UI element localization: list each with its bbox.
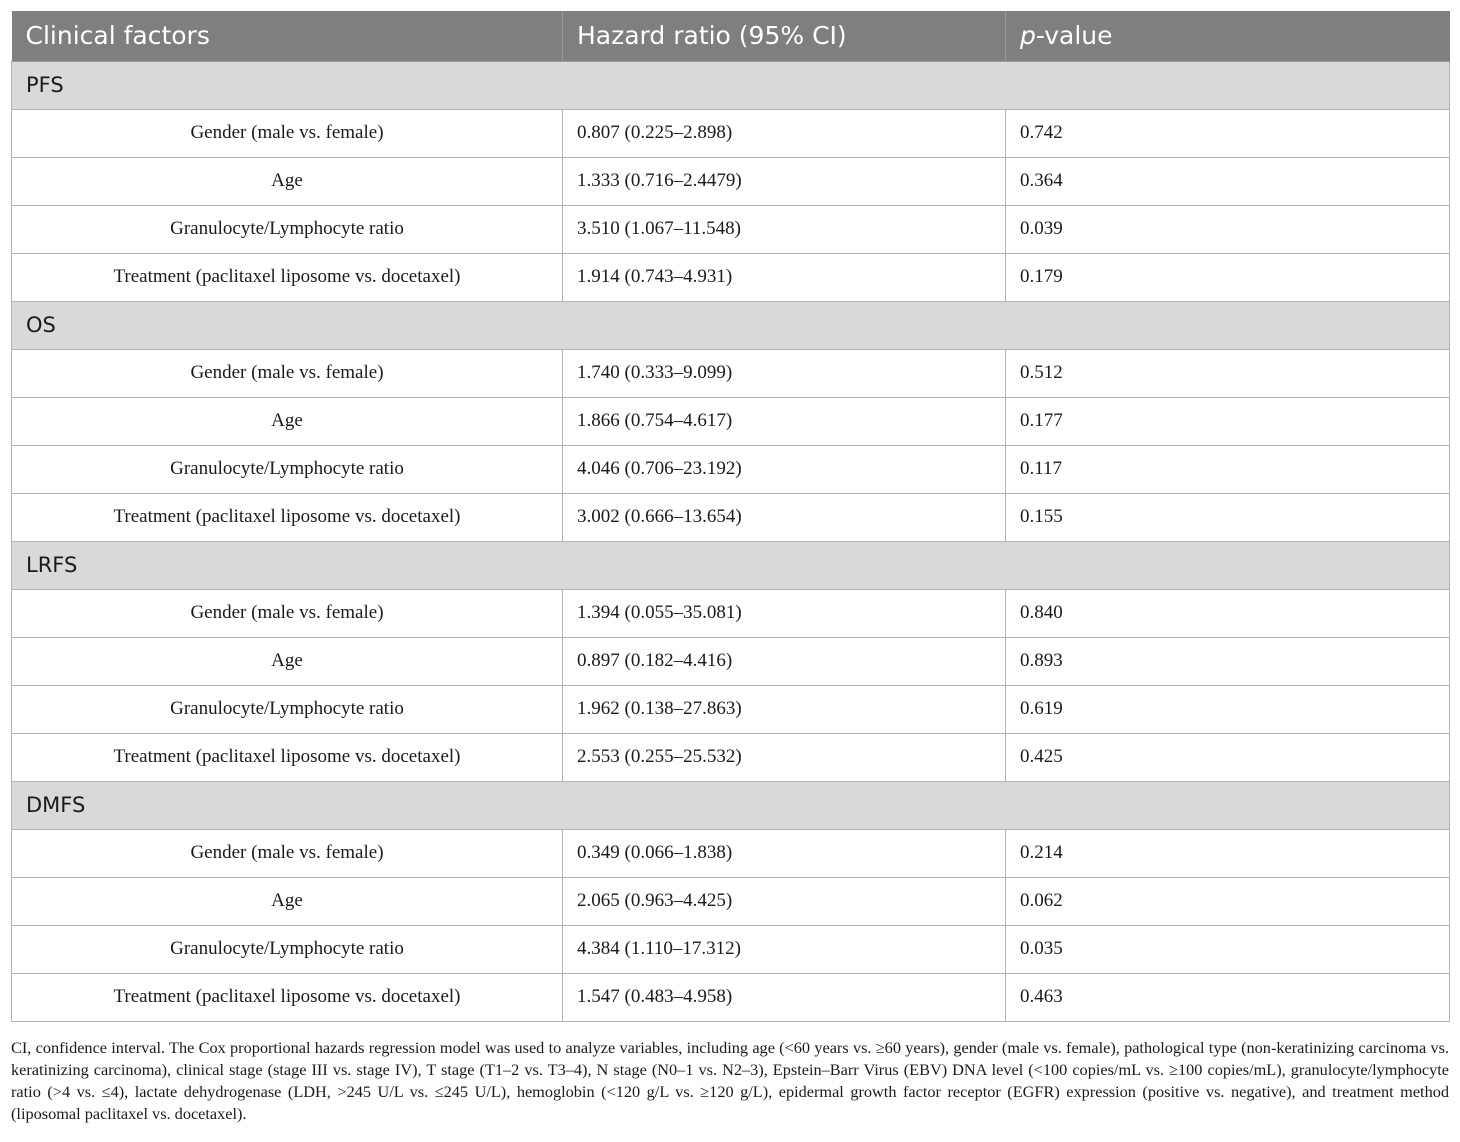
table-row: [12, 493, 1450, 541]
table-row: [12, 685, 1450, 733]
table-header-row: [12, 11, 1450, 61]
table-row: [12, 397, 1450, 445]
p-value-cell: 0.062: [1006, 877, 1450, 925]
p-value-cell: 0.742: [1006, 109, 1450, 157]
hazard-ratio-cell: 1.866 (0.754–4.617): [563, 397, 1006, 445]
p-value-cell: 0.619: [1006, 685, 1450, 733]
factor-cell: Gender (male vs. female): [12, 829, 563, 877]
p-value-cell: 0.039: [1006, 205, 1450, 253]
factor-cell: Treatment (paclitaxel liposome vs. docetaxel): [12, 493, 563, 541]
factor-cell: Treatment (paclitaxel liposome vs. docetaxel): [12, 973, 563, 1021]
p-value-cell: 0.035: [1006, 925, 1450, 973]
table-row: [12, 157, 1450, 205]
factor-cell: Age: [12, 397, 563, 445]
hazard-ratio-cell: 1.547 (0.483–4.958): [563, 973, 1006, 1021]
table-row: [12, 877, 1450, 925]
p-value-cell: 0.364: [1006, 157, 1450, 205]
table-row: [12, 733, 1450, 781]
header-clinical-factors: Clinical factors: [12, 11, 563, 61]
table-row: [12, 973, 1450, 1021]
p-value-cell: 0.893: [1006, 637, 1450, 685]
p-value-cell: 0.425: [1006, 733, 1450, 781]
hazard-ratio-table-container: [11, 11, 1449, 1022]
hazard-ratio-cell: 0.807 (0.225–2.898): [563, 109, 1006, 157]
factor-cell: Gender (male vs. female): [12, 589, 563, 637]
factor-cell: Granulocyte/Lymphocyte ratio: [12, 445, 563, 493]
hazard-ratio-table: [11, 11, 1450, 1022]
hazard-ratio-cell: 4.384 (1.110–17.312): [563, 925, 1006, 973]
group-label: DMFS: [12, 781, 1450, 829]
hazard-ratio-cell: 3.510 (1.067–11.548): [563, 205, 1006, 253]
header-p-value: [1006, 11, 1450, 61]
hazard-ratio-cell: 0.349 (0.066–1.838): [563, 829, 1006, 877]
table-row: [12, 349, 1450, 397]
table-footnote: CI, confidence interval. The Cox proportional hazards regression model was used to analyze variables, including age (<60 years vs. ≥60 years), gender (male vs. female), pathological type (non-keratinizing carcinoma vs. keratinizing carcinoma), clinical stage (stage III vs. stage IV), T stage (T1–2 vs. T3–4), N stage (N0–1 vs. N2–3), Epstein–Barr Virus (EBV) DNA level (<100 copies/mL vs. ≥100 copies/mL), granulocyte/lymphocyte ratio (>4 vs. ≤4), lactate dehydrogenase (LDH, >245 U/L vs. ≤245 U/L), hemoglobin (<120 g/L vs. ≥120 g/L), epidermal growth factor receptor (EGFR) expression (positive vs. negative), and treatment method (liposomal paclitaxel vs. docetaxel).: [11, 1038, 1449, 1123]
table-row: [12, 205, 1450, 253]
p-value-cell: 0.155: [1006, 493, 1450, 541]
factor-cell: Granulocyte/Lymphocyte ratio: [12, 685, 563, 733]
hazard-ratio-cell: 1.394 (0.055–35.081): [563, 589, 1006, 637]
factor-cell: Treatment (paclitaxel liposome vs. docetaxel): [12, 253, 563, 301]
group-row-dmfs: [12, 781, 1450, 829]
hazard-ratio-cell: 3.002 (0.666–13.654): [563, 493, 1006, 541]
table-row: [12, 589, 1450, 637]
hazard-ratio-cell: 0.897 (0.182–4.416): [563, 637, 1006, 685]
group-row-pfs: [12, 61, 1450, 109]
hazard-ratio-cell: 1.914 (0.743–4.931): [563, 253, 1006, 301]
factor-cell: Granulocyte/Lymphocyte ratio: [12, 205, 563, 253]
group-label: OS: [12, 301, 1450, 349]
hazard-ratio-cell: 2.065 (0.963–4.425): [563, 877, 1006, 925]
header-p-rest: -value: [1035, 21, 1113, 51]
p-value-cell: 0.512: [1006, 349, 1450, 397]
table-row: [12, 109, 1450, 157]
hazard-ratio-cell: 1.740 (0.333–9.099): [563, 349, 1006, 397]
table-row: [12, 637, 1450, 685]
p-value-cell: 0.840: [1006, 589, 1450, 637]
factor-cell: Age: [12, 877, 563, 925]
factor-cell: Treatment (paclitaxel liposome vs. docetaxel): [12, 733, 563, 781]
hazard-ratio-cell: 2.553 (0.255–25.532): [563, 733, 1006, 781]
hazard-ratio-cell: 1.962 (0.138–27.863): [563, 685, 1006, 733]
header-hazard-ratio: Hazard ratio (95% CI): [563, 11, 1006, 61]
p-value-cell: 0.117: [1006, 445, 1450, 493]
p-value-cell: 0.463: [1006, 973, 1450, 1021]
factor-cell: Gender (male vs. female): [12, 109, 563, 157]
p-value-cell: 0.179: [1006, 253, 1450, 301]
table-row: [12, 445, 1450, 493]
group-label: LRFS: [12, 541, 1450, 589]
header-p-italic: p: [1020, 21, 1036, 51]
factor-cell: Granulocyte/Lymphocyte ratio: [12, 925, 563, 973]
p-value-cell: 0.177: [1006, 397, 1450, 445]
table-row: [12, 829, 1450, 877]
factor-cell: Gender (male vs. female): [12, 349, 563, 397]
factor-cell: Age: [12, 157, 563, 205]
p-value-cell: 0.214: [1006, 829, 1450, 877]
group-label: PFS: [12, 61, 1450, 109]
group-row-os: [12, 301, 1450, 349]
hazard-ratio-cell: 4.046 (0.706–23.192): [563, 445, 1006, 493]
hazard-ratio-cell: 1.333 (0.716–2.4479): [563, 157, 1006, 205]
table-row: [12, 925, 1450, 973]
group-row-lrfs: [12, 541, 1450, 589]
factor-cell: Age: [12, 637, 563, 685]
table-row: [12, 253, 1450, 301]
